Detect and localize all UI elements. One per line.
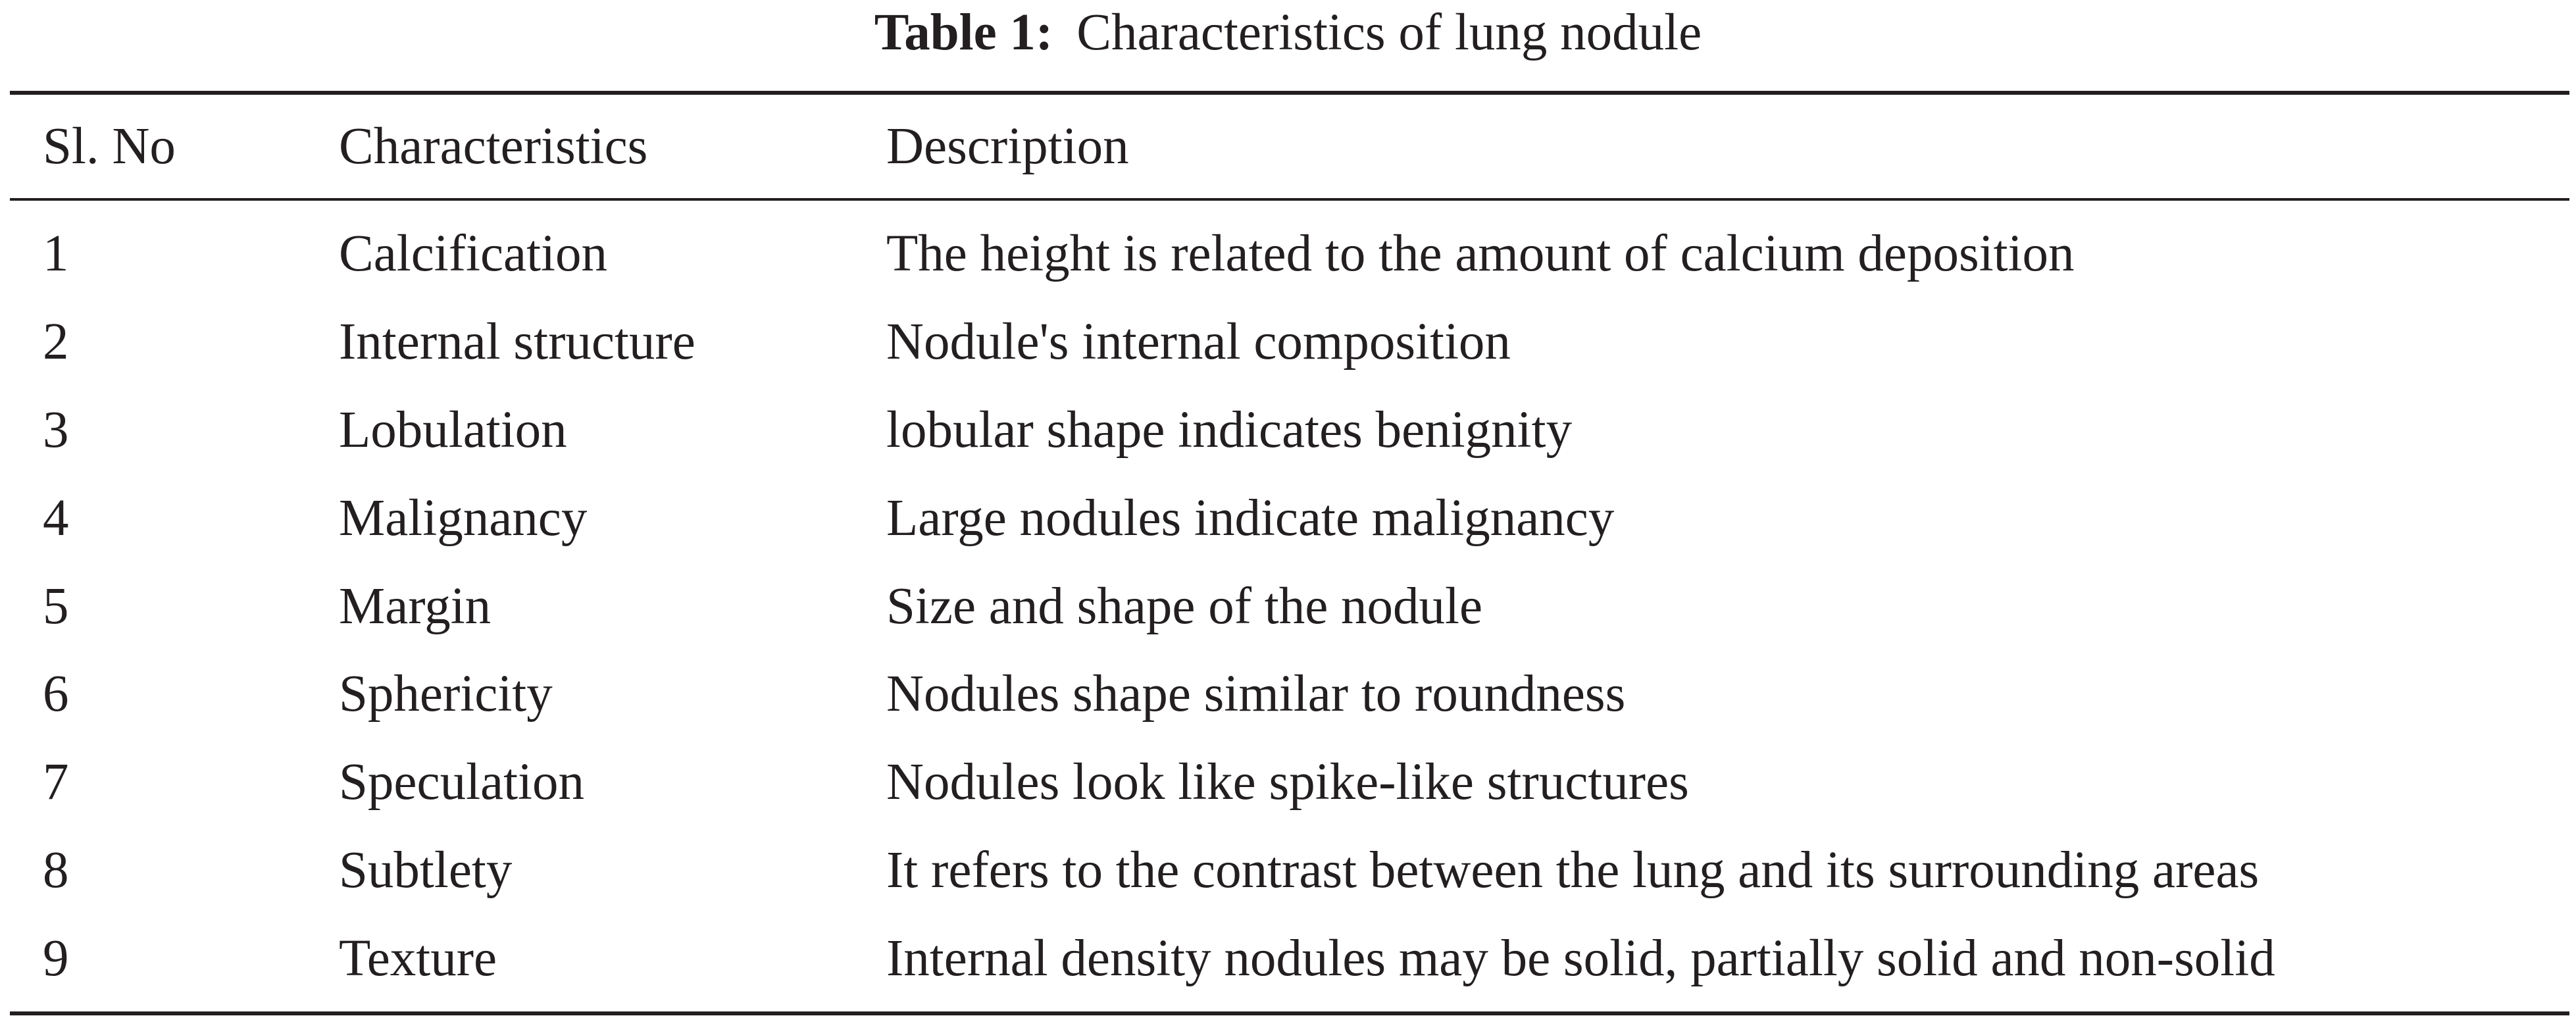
row-description: Size and shape of the nodule	[886, 578, 1483, 635]
row-number: 8	[43, 842, 69, 899]
row-number: 4	[43, 490, 69, 547]
table-row	[0, 665, 2576, 753]
row-characteristic: Malignancy	[339, 490, 588, 547]
header-sl-no: Sl. No	[43, 118, 176, 175]
header-characteristics: Characteristics	[339, 118, 648, 175]
row-characteristic: Calcification	[339, 225, 607, 282]
table-bottom-rule	[10, 1011, 2569, 1015]
table-row	[0, 224, 2576, 313]
table-row	[0, 313, 2576, 401]
row-characteristic: Speculation	[339, 753, 584, 811]
row-number: 5	[43, 578, 69, 635]
table-header-rule	[10, 198, 2569, 201]
table-row	[0, 841, 2576, 929]
row-description: Internal density nodules may be solid, partially solid and non-solid	[886, 930, 2275, 987]
table-header-row	[0, 117, 2576, 205]
table-row	[0, 489, 2576, 577]
row-number: 3	[43, 401, 69, 459]
row-characteristic: Lobulation	[339, 401, 567, 459]
header-description: Description	[886, 118, 1129, 175]
row-description: Large nodules indicate malignancy	[886, 490, 1615, 547]
row-number: 7	[43, 753, 69, 811]
table-caption-title: Characteristics of lung nodule	[1076, 4, 1702, 61]
table-caption	[0, 1, 2576, 67]
row-number: 2	[43, 313, 69, 370]
row-characteristic: Internal structure	[339, 313, 695, 370]
row-characteristic: Margin	[339, 578, 492, 635]
table-row	[0, 929, 2576, 1017]
table-row	[0, 577, 2576, 665]
row-number: 6	[43, 665, 69, 723]
table-row	[0, 753, 2576, 841]
row-characteristic: Sphericity	[339, 665, 553, 723]
row-description: lobular shape indicates benignity	[886, 401, 1573, 459]
table-caption-label: Table 1:	[874, 4, 1053, 61]
row-characteristic: Texture	[339, 930, 497, 987]
table-top-rule	[10, 91, 2569, 95]
row-number: 9	[43, 930, 69, 987]
row-description: Nodules shape similar to roundness	[886, 665, 1626, 723]
row-description: The height is related to the amount of calcium deposition	[886, 225, 2075, 282]
table-row	[0, 401, 2576, 489]
row-description: Nodule's internal composition	[886, 313, 1511, 370]
row-description: It refers to the contrast between the lung and its surrounding areas	[886, 842, 2260, 899]
row-number: 1	[43, 225, 69, 282]
row-characteristic: Subtlety	[339, 842, 513, 899]
row-description: Nodules look like spike-like structures	[886, 753, 1689, 811]
